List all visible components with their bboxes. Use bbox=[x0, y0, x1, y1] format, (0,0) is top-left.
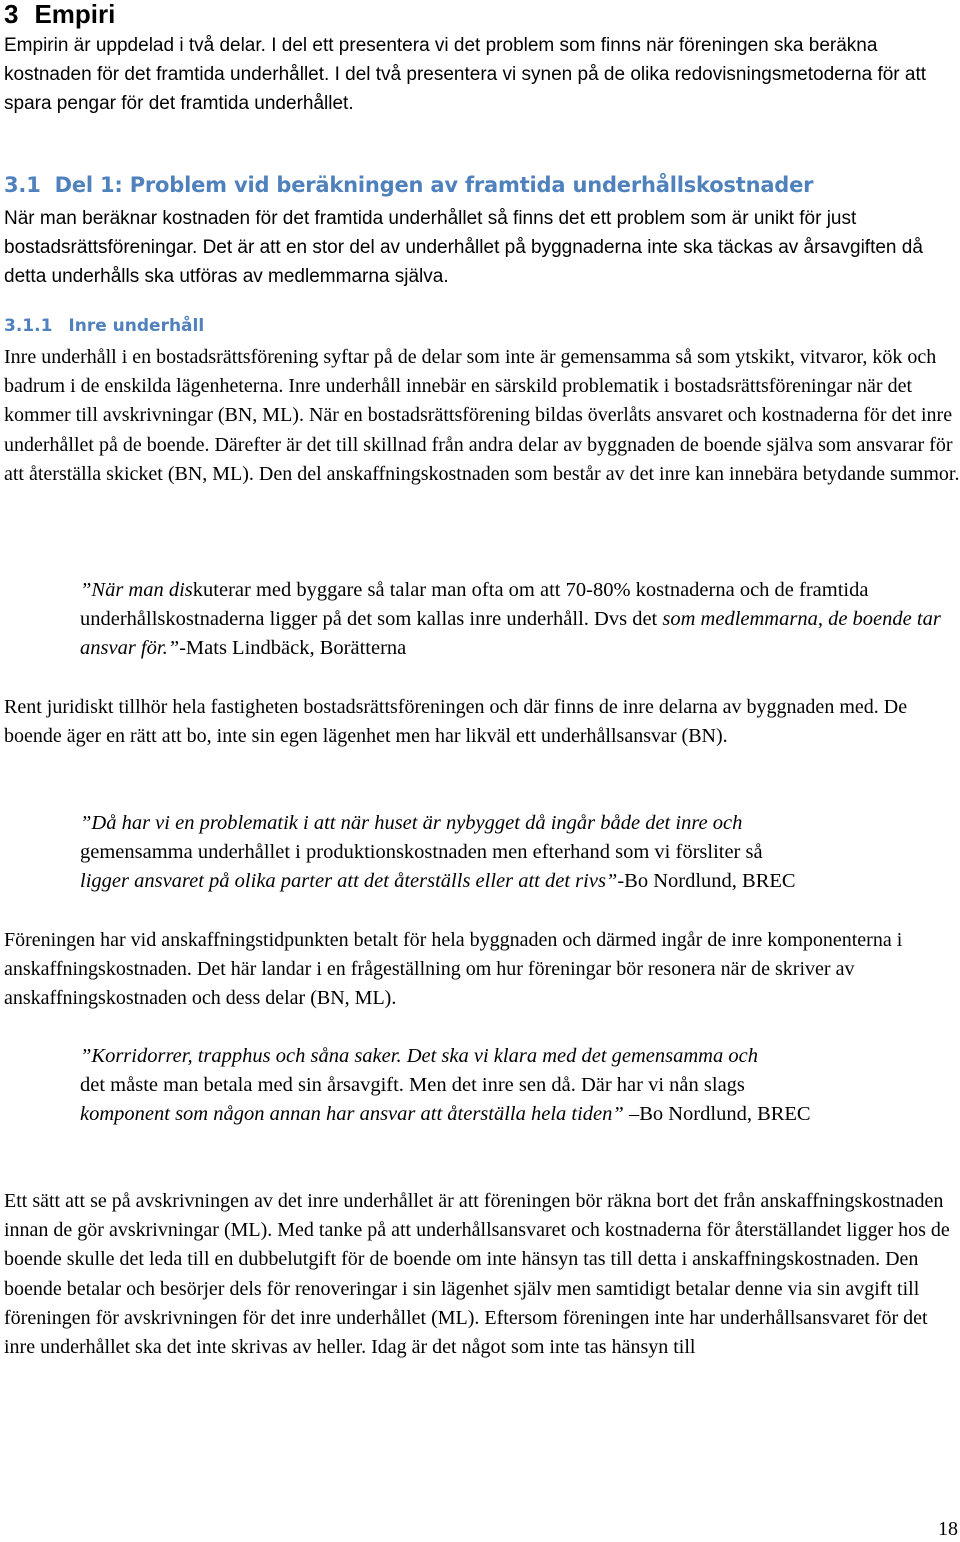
body-paragraph-2: Rent juridiskt tillhör hela fastigheten bostadsrättsföreningen och där finns de inre delarna av byggnaden med. De boende äger en rätt att bo, inte sin egen lägenhet men har likväl ett underhållsansvar (BN). bbox=[4, 696, 908, 748]
quote-block-3 bbox=[80, 1042, 960, 1130]
quote3-italic-end: komponent som någon annan har ansvar att återställa hela tiden” bbox=[80, 1103, 624, 1126]
quote3-text: det måste man betala med sin årsavgift. Men det inre sen då. Där har vi nån slags bbox=[80, 1074, 745, 1097]
quote1-attribution: -Mats Lindbäck, Borätterna bbox=[179, 637, 407, 660]
chapter-heading bbox=[4, 0, 115, 28]
body-paragraph-4: Ett sätt att se på avskrivningen av det inre underhållet är att föreningen bör räkna bort det från anskaffningskostnaden innan de gör avskrivningar (ML). Med tanke på att underhållsansvaret och kostnaderna för återställandet ligger hos de boende skulle det leda till en dubbelutgift för de boende om inte hänsyn tas till detta i anskaffningskostnaden. Den boende betalar och besörjer dels för renoveringar i sin lägenhet själv men samtidigt betalar denne via sin avgift till föreningen för avskrivningen för det inre underhållet (ML). Eftersom föreningen inte har underhållsansvaret för det inre underhållet ska det inte skrivas av heller. Idag är det något som inte tas hänsyn till bbox=[4, 1190, 950, 1359]
subsection-title: Inre underhåll bbox=[68, 316, 205, 336]
quote-block-2 bbox=[80, 809, 960, 897]
quote2-attribution: -Bo Nordlund, BREC bbox=[617, 870, 796, 893]
quote2-italic-end: ligger ansvaret på olika parter att det återställs eller att det rivs” bbox=[80, 870, 618, 893]
intro-paragraph: Empirin är uppdelad i två delar. I del ett presentera vi det problem som finns när föreningen ska beräkna kostnaden för det framtida underhållet. I del två presentera vi synen på de olika redovisningsmetoderna för att spara pengar för det framtida underhållet. bbox=[4, 35, 927, 115]
quote3-italic-start: ”Korridorrer, trapphus och såna saker. Det ska vi klara med det gemensamma och bbox=[80, 1045, 758, 1067]
quote1-text: kuterar med byggare så talar man ofta om att 70-80% kostnaderna och de framtida underhållskostnaderna ligger på det som kallas inre underhåll. Dvs det bbox=[80, 579, 869, 631]
chapter-title: Empiri bbox=[34, 0, 116, 29]
quote2-italic-start: ”Då har vi en problematik i att när huset är nybygget då ingår både det inre och bbox=[80, 812, 743, 834]
section-paragraph: När man beräknar kostnaden för det framtida underhållet så finns det ett problem som är unikt för just bostadsrättsföreningar. Det är att en stor del av underhållet på byggnaderna inte ska täckas av årsavgiften då detta underhålls ska utföras av medlemmarna själva. bbox=[4, 208, 923, 288]
section-heading bbox=[4, 170, 813, 200]
chapter-number: 3 bbox=[4, 0, 19, 29]
body-paragraph-1: Inre underhåll i en bostadsrättsförening syftar på de delar som inte är gemensamma så som ytskikt, vitvaror, kök och badrum i de enskilda lägenheterna. Inre underhåll innebär en särskild problematik i bostadsrättsföreningar när det kommer till avskrivningar (BN, ML). När en bostadsrättsförening bildas överlåts ansvaret och kostnaderna för det inre underhållet på de boende. Därefter är det till skillnad från andra delar av byggnaden de boende själva som ansvarar för att återställa skicket (BN, ML). Den del anskaffningskostnaden som består av det inre kan innebära betydande summor. bbox=[4, 346, 960, 485]
section-number: 3.1 bbox=[4, 173, 41, 197]
body-paragraph-3: Föreningen har vid anskaffningstidpunkten betalt för hela byggnaden och därmed ingår de inre komponenterna i anskaffningskostnaden. Det här landar i en frågeställning om hur föreningar bör resonera när de skriver av anskaffningskostnaden och dess delar (BN, ML). bbox=[4, 929, 903, 1010]
quote-block-1 bbox=[80, 576, 960, 664]
page-number: 18 bbox=[938, 1518, 958, 1540]
quote1-italic-start: ”När man dis bbox=[80, 579, 193, 601]
subsection-heading bbox=[4, 313, 204, 339]
subsection-number: 3.1.1 bbox=[4, 316, 53, 336]
quote3-attribution: –Bo Nordlund, BREC bbox=[623, 1103, 811, 1126]
quote1-italic-end: som medlemmarna, de boende tar ansvar för.” bbox=[80, 608, 941, 660]
quote2-text: gemensamma underhållet i produktionskostnaden men efterhand som vi försliter så bbox=[80, 841, 763, 864]
section-title: Del 1: Problem vid beräkningen av framtida underhållskostnader bbox=[54, 173, 814, 197]
